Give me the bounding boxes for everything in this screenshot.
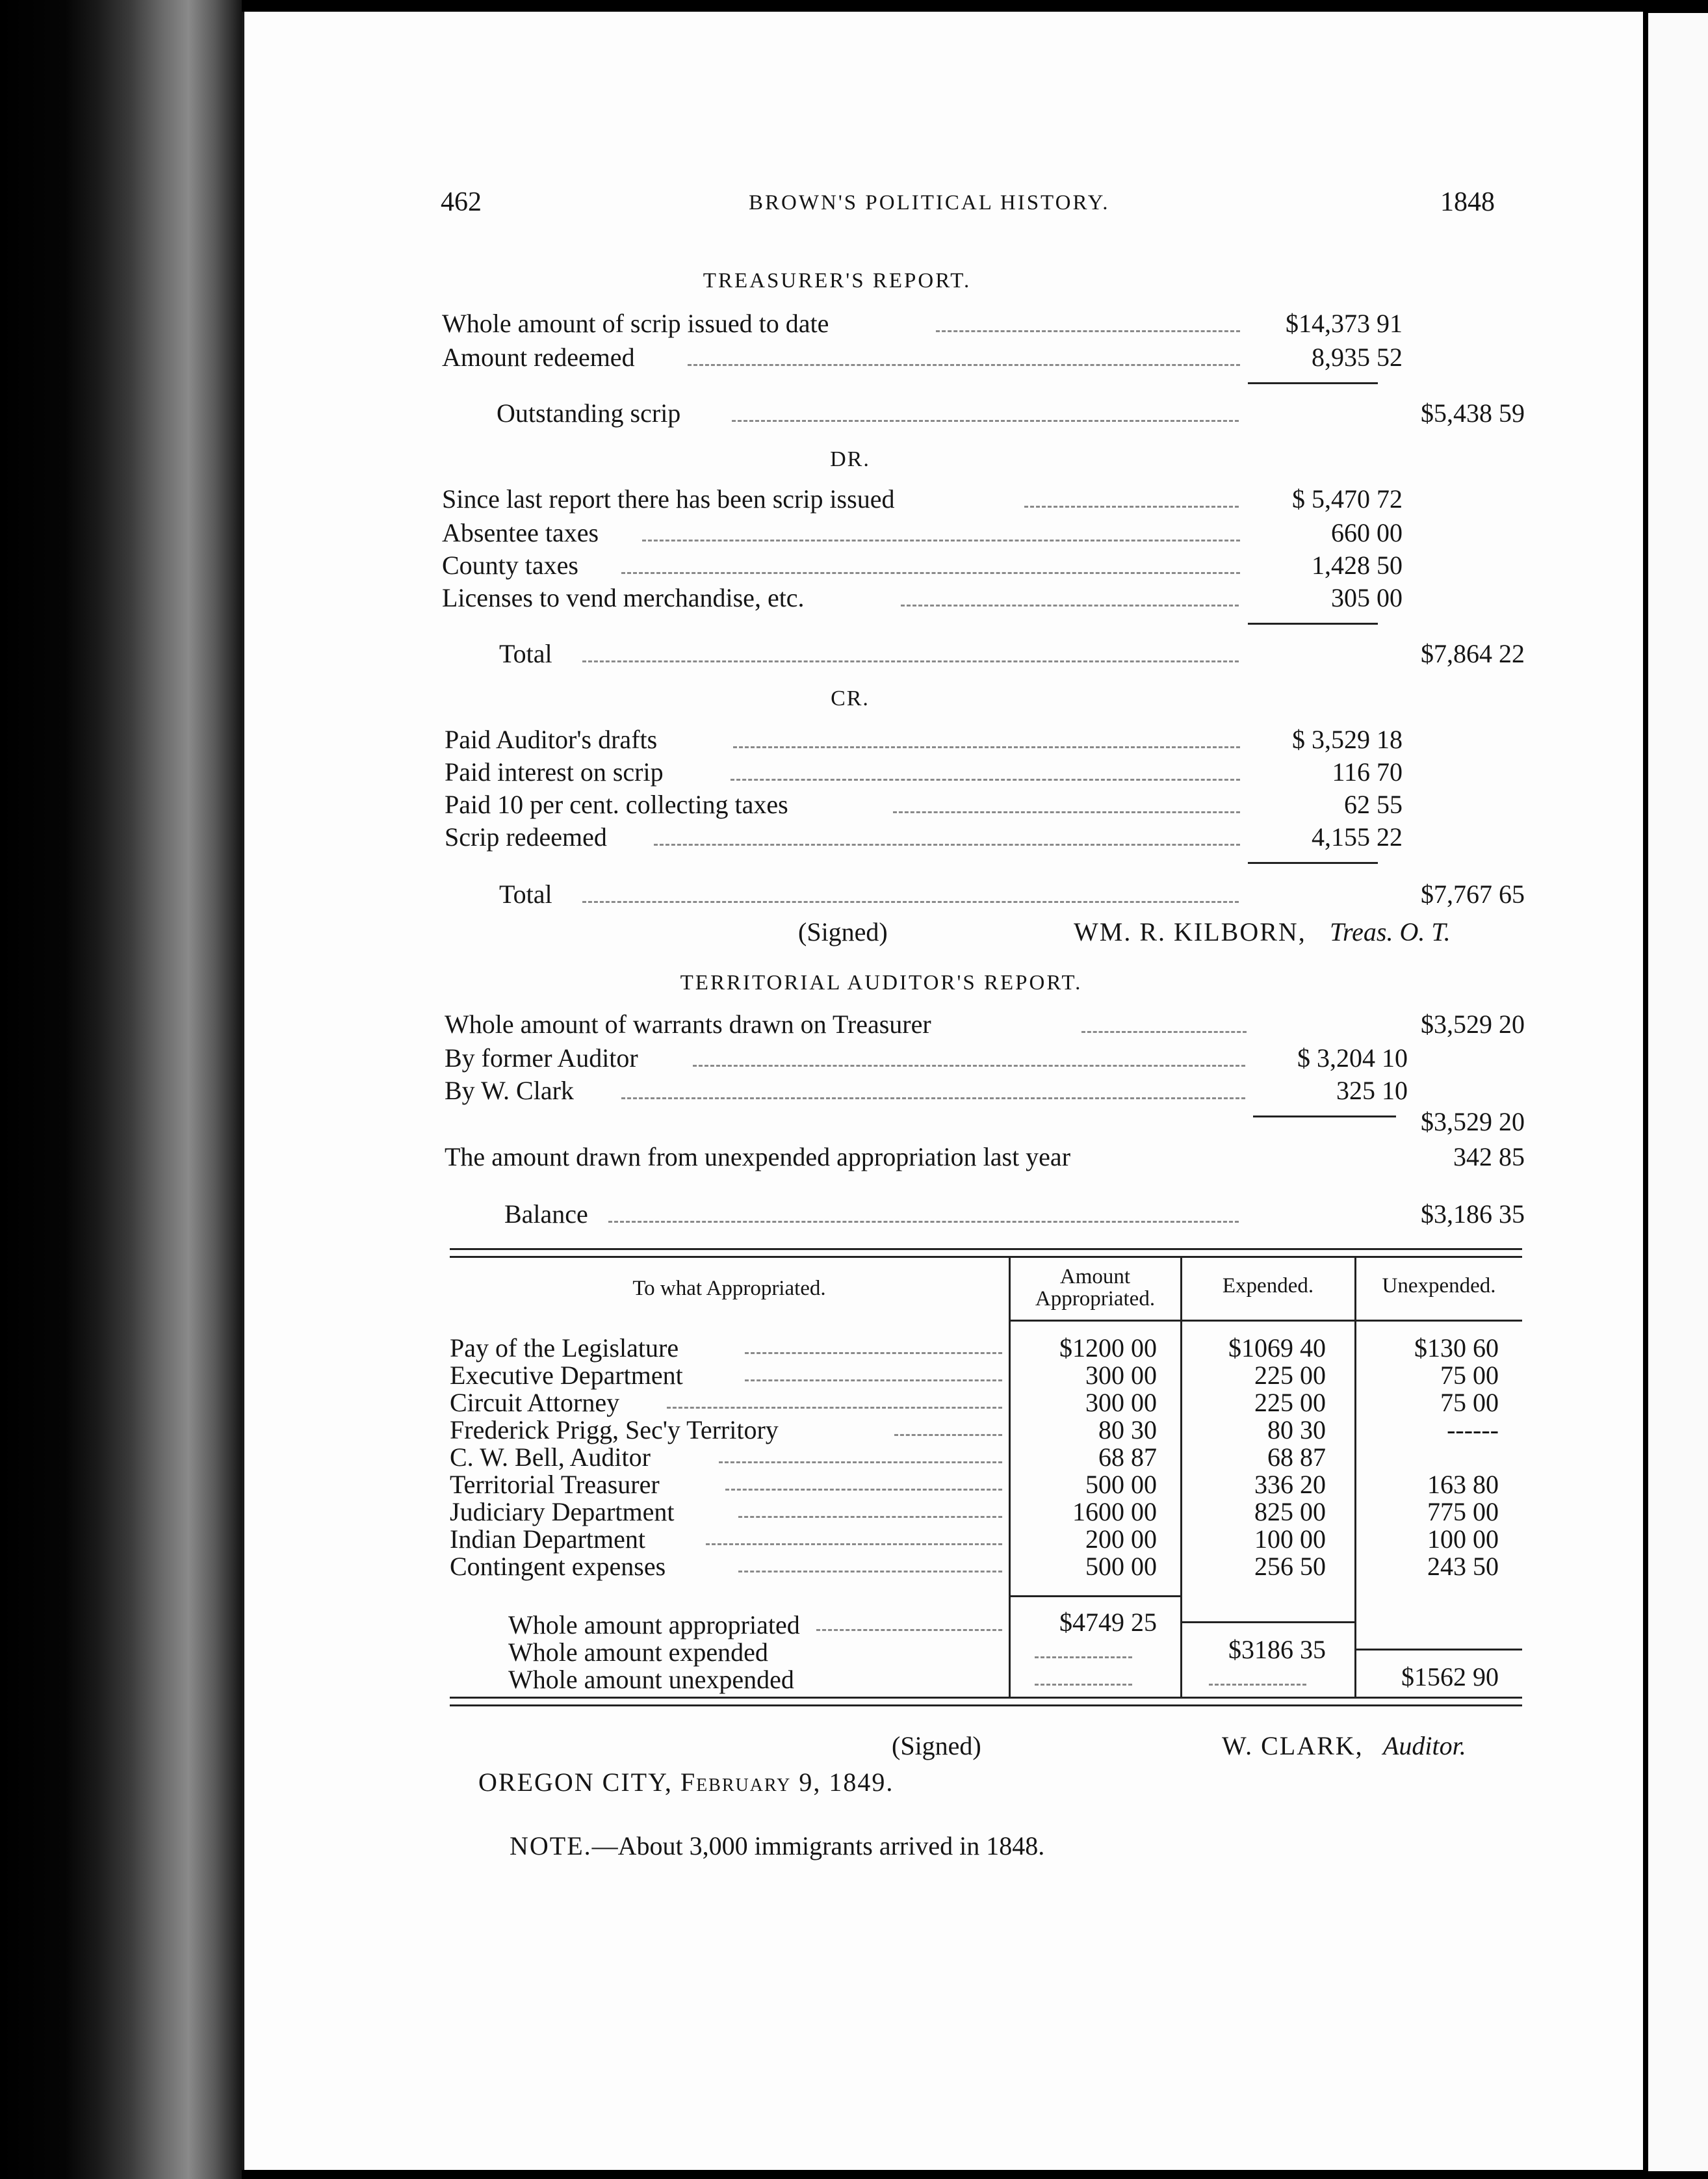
row-expended: 80 30 xyxy=(1267,1415,1326,1444)
row-expended: 68 87 xyxy=(1267,1442,1326,1472)
table-bottom-rule xyxy=(450,1697,1522,1699)
row-appropriated: 68 87 xyxy=(1098,1442,1157,1472)
row-expended: 825 00 xyxy=(1254,1497,1326,1526)
auditor-subtotal: $3,529 20 xyxy=(1421,1107,1525,1136)
sum-rule xyxy=(1182,1621,1354,1623)
balance-total: $3,186 35 xyxy=(1421,1199,1525,1229)
cr-row-label: Paid interest on scrip xyxy=(445,757,664,787)
total-appropriated: $4749 25 xyxy=(1059,1608,1157,1637)
row-appropriated: 500 00 xyxy=(1085,1552,1157,1581)
auditor-signed: (Signed) xyxy=(892,1731,981,1760)
total-unexpended-label: Whole amount unexpended xyxy=(508,1665,794,1694)
row-item: Frederick Prigg, Sec'y Territory xyxy=(450,1415,779,1444)
row-item: Circuit Attorney xyxy=(450,1388,620,1417)
cr-row-amount: $ 3,529 18 xyxy=(1292,725,1403,754)
row-expended: 100 00 xyxy=(1254,1524,1326,1554)
leader-dots xyxy=(667,1407,1002,1409)
leader-dots xyxy=(582,901,1239,903)
cr-heading: CR. xyxy=(831,686,870,711)
row-item: Pay of the Legislature xyxy=(450,1333,679,1363)
scrip-issued-amount: $14,373 91 xyxy=(1286,309,1403,338)
row-item: Territorial Treasurer xyxy=(450,1470,660,1499)
row-appropriated: 300 00 xyxy=(1085,1388,1157,1417)
col-header-expended: Expended. xyxy=(1222,1274,1314,1298)
balance-label: Balance xyxy=(504,1199,588,1229)
row-unexpended: 75 00 xyxy=(1440,1361,1499,1390)
cr-row-amount: 116 70 xyxy=(1332,757,1403,787)
leader-dots xyxy=(688,364,1240,366)
row-expended: 256 50 xyxy=(1254,1552,1326,1581)
header-rule xyxy=(1010,1320,1522,1322)
table-top-rule xyxy=(450,1256,1522,1258)
leader-dots xyxy=(654,844,1240,846)
row-unexpended: 775 00 xyxy=(1427,1497,1499,1526)
leader-dots xyxy=(901,605,1239,607)
col-header-appropriated-to: To what Appropriated. xyxy=(632,1277,826,1300)
leader-dots xyxy=(732,420,1239,422)
leader-dots xyxy=(738,1516,1002,1518)
auditor-signer-title: Auditor. xyxy=(1383,1731,1466,1760)
dr-row-amount: 1,428 50 xyxy=(1312,551,1403,580)
header-year: 1848 xyxy=(1440,187,1495,217)
sum-rule xyxy=(1248,382,1378,384)
leader-dots xyxy=(745,1352,1002,1354)
sum-rule xyxy=(1248,862,1378,864)
sum-rule xyxy=(1356,1649,1522,1651)
leader-dots xyxy=(733,746,1240,748)
cr-row-label: Paid 10 per cent. collecting taxes xyxy=(445,790,788,819)
warrants-label: Whole amount of warrants drawn on Treasurer xyxy=(445,1010,931,1039)
auditor-signer: W. CLARK, xyxy=(1222,1731,1364,1760)
col-header-unexpended: Unexpended. xyxy=(1382,1274,1496,1298)
row-unexpended: ------ xyxy=(1447,1415,1499,1444)
redeemed-label: Amount redeemed xyxy=(442,343,635,372)
row-appropriated: 300 00 xyxy=(1085,1361,1157,1390)
unexpended-last-year-label: The amount drawn from unexpended appropriation last year xyxy=(445,1142,1071,1171)
dr-row-label: Absentee taxes xyxy=(442,518,599,547)
leader-dots xyxy=(621,1097,1245,1099)
page-number: 462 xyxy=(441,187,482,217)
row-item: Judiciary Department xyxy=(450,1497,675,1526)
cr-row-amount: 62 55 xyxy=(1344,790,1403,819)
row-unexpended: 100 00 xyxy=(1427,1524,1499,1554)
treasurer-signer-title: Treas. O. T. xyxy=(1330,917,1451,946)
row-appropriated: 200 00 xyxy=(1085,1524,1157,1554)
row-unexpended: $130 60 xyxy=(1414,1333,1499,1363)
dr-total-label: Total xyxy=(499,639,552,668)
warrants-total: $3,529 20 xyxy=(1421,1010,1525,1039)
outstanding-label: Outstanding scrip xyxy=(497,398,681,428)
table-top-rule xyxy=(450,1248,1522,1250)
sum-rule xyxy=(1248,623,1378,625)
leader-dots xyxy=(1209,1684,1306,1686)
total-expended-label: Whole amount expended xyxy=(508,1638,768,1667)
running-title: BROWN'S POLITICAL HISTORY. xyxy=(749,191,1110,215)
table-bottom-rule xyxy=(450,1704,1522,1706)
row-expended: 336 20 xyxy=(1254,1470,1326,1499)
col-header-amount: Amount xyxy=(1059,1265,1131,1288)
note-text: —About 3,000 immigrants arrived in 1848. xyxy=(591,1831,1045,1860)
leader-dots xyxy=(725,1489,1002,1491)
dr-heading: DR. xyxy=(830,447,870,471)
treasurer-report-title: TREASURER'S REPORT. xyxy=(703,269,972,293)
leader-dots xyxy=(1024,506,1239,508)
row-appropriated: $1200 00 xyxy=(1059,1333,1157,1363)
cr-row-amount: 4,155 22 xyxy=(1312,822,1403,852)
leader-dots xyxy=(642,540,1240,541)
outstanding-total: $5,438 59 xyxy=(1421,398,1525,428)
dateline: OREGON CITY, February 9, 1849. xyxy=(478,1768,894,1797)
redeemed-amount: 8,935 52 xyxy=(1312,343,1403,372)
treasurer-signer: WM. R. KILBORN, xyxy=(1074,917,1306,946)
clark-label: By W. Clark xyxy=(445,1076,574,1105)
row-item: C. W. Bell, Auditor xyxy=(450,1442,651,1472)
total-expended: $3186 35 xyxy=(1228,1635,1326,1664)
unexpended-last-year-total: 342 85 xyxy=(1453,1142,1525,1171)
cr-row-label: Paid Auditor's drafts xyxy=(445,725,658,754)
note-label: NOTE. xyxy=(510,1831,592,1860)
cr-row-label: Scrip redeemed xyxy=(445,822,607,852)
leader-dots xyxy=(1035,1656,1132,1658)
leader-dots xyxy=(738,1571,1002,1572)
cr-total: $7,767 65 xyxy=(1421,880,1525,909)
leader-dots xyxy=(582,660,1239,662)
row-expended: $1069 40 xyxy=(1228,1333,1326,1363)
leader-dots xyxy=(621,572,1240,574)
former-auditor-amount: $ 3,204 10 xyxy=(1297,1043,1408,1073)
row-unexpended: 75 00 xyxy=(1440,1388,1499,1417)
row-expended: 225 00 xyxy=(1254,1361,1326,1390)
leader-dots xyxy=(706,1543,1002,1545)
dr-row-label: Since last report there has been scrip issued xyxy=(442,484,895,514)
row-item: Contingent expenses xyxy=(450,1552,666,1581)
leader-dots xyxy=(1035,1684,1132,1686)
row-unexpended: 243 50 xyxy=(1427,1552,1499,1581)
treasurer-signed: (Signed) xyxy=(798,917,888,946)
dr-row-label: Licenses to vend merchandise, etc. xyxy=(442,583,805,612)
scrip-issued-label: Whole amount of scrip issued to date xyxy=(442,309,829,338)
sum-rule xyxy=(1010,1595,1180,1597)
row-item: Indian Department xyxy=(450,1524,645,1554)
leader-dots xyxy=(936,330,1240,332)
book-page xyxy=(242,12,1643,2170)
leader-dots xyxy=(816,1629,1002,1631)
total-appropriated-label: Whole amount appropriated xyxy=(508,1610,800,1639)
row-unexpended: 163 80 xyxy=(1427,1470,1499,1499)
cr-total-label: Total xyxy=(499,880,552,909)
leader-dots xyxy=(1081,1031,1247,1033)
former-auditor-label: By former Auditor xyxy=(445,1043,638,1073)
clark-amount: 325 10 xyxy=(1336,1076,1408,1105)
dr-row-amount: 305 00 xyxy=(1331,583,1403,612)
row-appropriated: 1600 00 xyxy=(1072,1497,1157,1526)
dr-row-amount: $ 5,470 72 xyxy=(1292,484,1403,514)
leader-dots xyxy=(693,1065,1245,1067)
row-expended: 225 00 xyxy=(1254,1388,1326,1417)
book-spine-shadow xyxy=(0,0,242,2179)
dr-row-amount: 660 00 xyxy=(1331,518,1403,547)
leader-dots xyxy=(745,1379,1002,1381)
total-unexpended: $1562 90 xyxy=(1401,1662,1499,1691)
dr-row-label: County taxes xyxy=(442,551,578,580)
leader-dots xyxy=(719,1461,1002,1463)
dr-total: $7,864 22 xyxy=(1421,639,1525,668)
leader-dots xyxy=(893,811,1240,813)
auditor-report-title: TERRITORIAL AUDITOR'S REPORT. xyxy=(680,971,1083,995)
leader-dots xyxy=(608,1221,1239,1223)
leader-dots xyxy=(894,1434,1002,1436)
row-item: Executive Department xyxy=(450,1361,683,1390)
row-appropriated: 500 00 xyxy=(1085,1470,1157,1499)
row-appropriated: 80 30 xyxy=(1098,1415,1157,1444)
col-header-appropriated: Appropriated. xyxy=(1035,1287,1156,1311)
facing-page-edge xyxy=(1648,13,1708,2171)
leader-dots xyxy=(731,779,1240,781)
